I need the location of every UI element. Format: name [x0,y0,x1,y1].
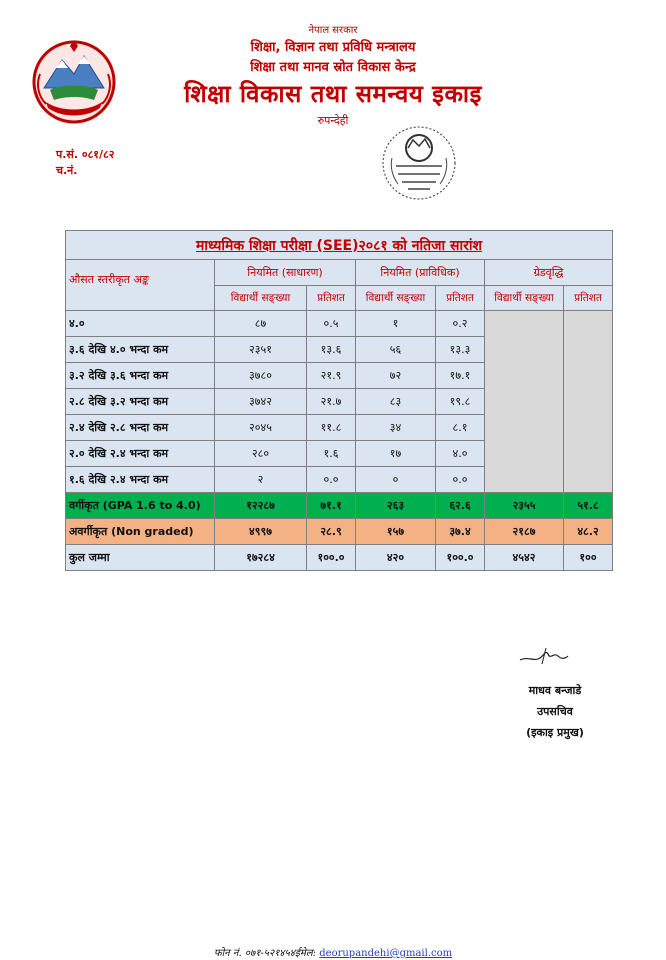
graded-row [66,493,613,519]
cell: ० [356,467,436,493]
cell: २१.९ [307,363,356,389]
dispatch-number: च.नं. [56,164,78,177]
email-link[interactable]: deorupandehi@gmail.com [319,948,453,959]
cell: २८० [215,441,307,467]
group-regular-general: नियमित (साधारण) [215,260,356,286]
signatory-post: उपसचिव [537,705,573,718]
cell: २ [215,467,307,493]
cell: १०० [564,545,613,571]
cell: ०.२ [436,311,485,337]
cell: ४५४२ [485,545,564,571]
cell: ०.५ [307,311,356,337]
row-header: औसत स्तरीकृत अङ्क [66,260,215,311]
cell: १७.१ [436,363,485,389]
row-label: ३.६ देखि ४.० भन्दा कम [66,337,215,363]
signatory-name: माधव बन्जाडे [528,684,582,697]
cell: २८.९ [307,519,356,545]
cell: ११.८ [307,415,356,441]
group-grade-improvement: ग्रेडवृद्धि [485,260,613,286]
table-title: माध्यमिक शिक्षा परीक्षा (SEE)२०८१ को नतिजा सारांश [66,231,613,260]
sub-header-students: विद्यार्थी सङ्ख्या [485,286,564,311]
cell: १३.६ [307,337,356,363]
row-label: कुल जम्मा [66,545,215,571]
cell: ४.० [436,441,485,467]
cell: १ [356,311,436,337]
center-name: शिक्षा तथा मानव स्रोत विकास केन्द्र [250,60,416,75]
letter-number: प.सं. ०८१/८२ [56,148,115,161]
cell: २३५१ [215,337,307,363]
row-label: ३.२ देखि ३.६ भन्दा कम [66,363,215,389]
row-label: २.० देखि २.४ भन्दा कम [66,441,215,467]
sub-header-students: विद्यार्थी सङ्ख्या [356,286,436,311]
cell: १.६ [307,441,356,467]
phone-label: फोन नं. [213,948,242,959]
row-label: १.६ देखि २.४ भन्दा कम [66,467,215,493]
cell: ३७४२ [215,389,307,415]
cell: ३७८० [215,363,307,389]
non-graded-row [66,519,613,545]
district-name: रुपन्देही [317,114,349,127]
table-row [66,311,613,337]
cell: १७२८४ [215,545,307,571]
cell: १९.८ [436,389,485,415]
sub-header-percent: प्रतिशत [436,286,485,311]
cell: ६२.६ [436,493,485,519]
sub-header-percent: प्रतिशत [564,286,613,311]
cell: १५७ [356,519,436,545]
cell: १००.० [307,545,356,571]
cell: ४८.२ [564,519,613,545]
cell: २३५५ [485,493,564,519]
cell: ४२० [356,545,436,571]
row-label: २.८ देखि ३.२ भन्दा कम [66,389,215,415]
signatory-role: (इकाइ प्रमुख) [526,726,584,739]
cell: ४९९७ [215,519,307,545]
ministry-name: शिक्षा, विज्ञान तथा प्रविधि मन्त्रालय [250,40,416,55]
results-summary-table [65,230,613,571]
cell: ७१.१ [307,493,356,519]
cell: ३७.४ [436,519,485,545]
cell: ७२ [356,363,436,389]
cell: ०.० [436,467,485,493]
phone-number: ०७१-५२१४५४ [244,948,296,959]
empty-cell [564,311,613,493]
cell: २६३ [356,493,436,519]
email-label: ईमेल: [295,948,317,959]
government-name: नेपाल सरकार [308,25,358,36]
office-seal-icon [378,122,460,204]
row-label: ४.० [66,311,215,337]
row-label: २.४ देखि २.८ भन्दा कम [66,415,215,441]
cell: २०४५ [215,415,307,441]
cell: २१.७ [307,389,356,415]
cell: १३.३ [436,337,485,363]
sub-header-students: विद्यार्थी सङ्ख्या [215,286,307,311]
cell: ८.१ [436,415,485,441]
cell: १२२८७ [215,493,307,519]
cell: ५६ [356,337,436,363]
unit-name: शिक्षा विकास तथा समन्वय इकाइ [184,80,482,108]
cell: ८७ [215,311,307,337]
cell: ३४ [356,415,436,441]
empty-cell [485,311,564,493]
cell: ५१.८ [564,493,613,519]
signature-icon [518,646,570,668]
cell: १७ [356,441,436,467]
group-regular-technical: नियमित (प्राविधिक) [356,260,485,286]
cell: २१८७ [485,519,564,545]
cell: ०.० [307,467,356,493]
cell: १००.० [436,545,485,571]
total-row [66,545,613,571]
cell: ८३ [356,389,436,415]
sub-header-percent: प्रतिशत [307,286,356,311]
row-label: वर्गीकृत (GPA 1.6 to 4.0) [66,493,215,519]
row-label: अवर्गीकृत (Non graded) [66,519,215,545]
footer [0,945,666,959]
